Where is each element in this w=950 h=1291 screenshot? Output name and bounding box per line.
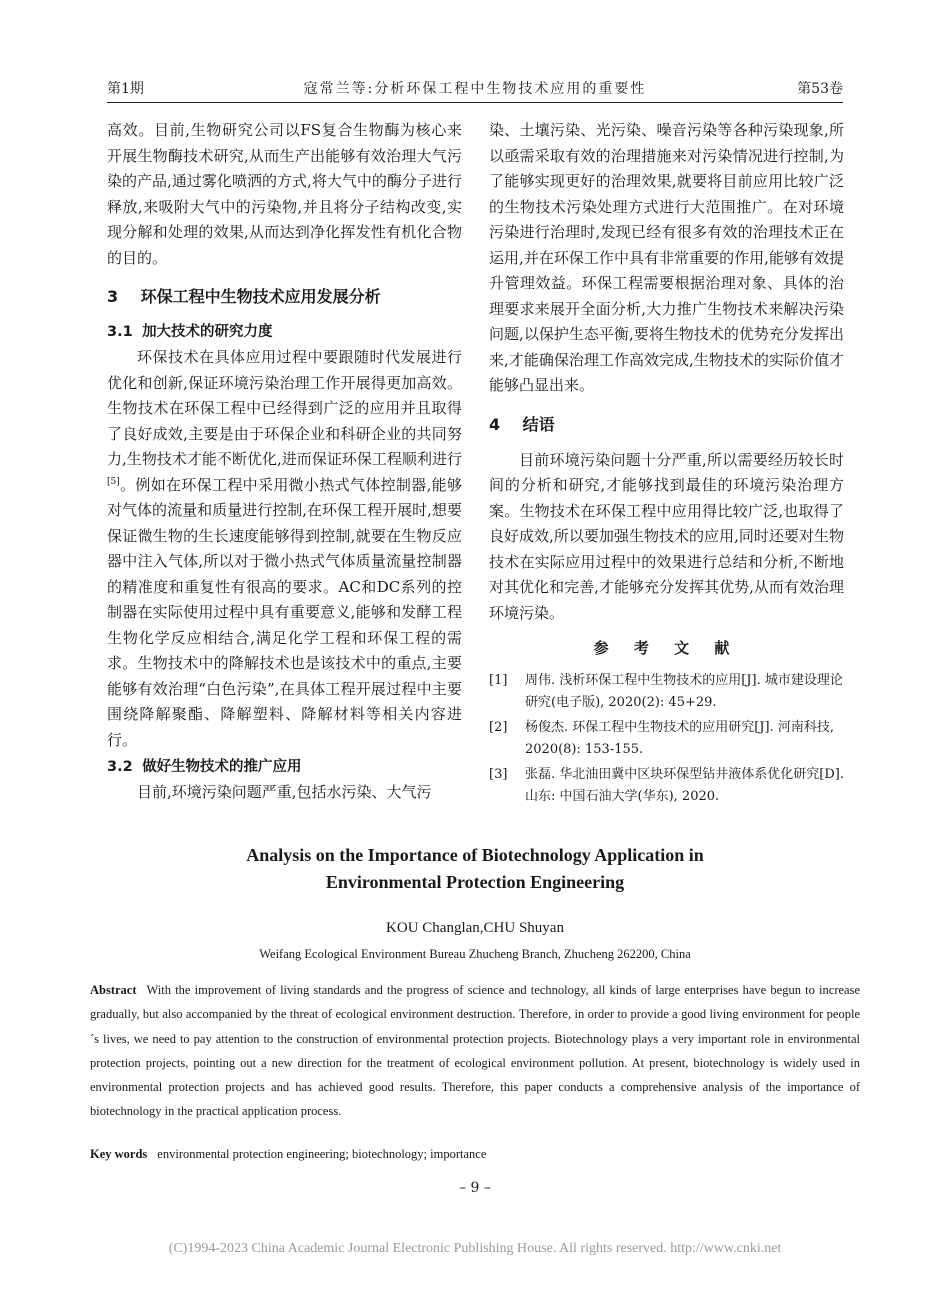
english-keywords — [90, 1147, 860, 1162]
keywords-text: environmental protection engineering; biotechnology; importance — [157, 1147, 487, 1161]
conclusion-paragraph: 目前环境污染问题十分严重,所以需要经历较长时间的分析和研究,才能够找到最佳的环境污染治理方案。生物技术在环保工程中应用得比较广泛,也取得了良好成效,所以要加强生物技术的应用,同时还要对生物技术在实际应用过程中的效果进行总结和分析,不断地对其优化和完善,才能够充分发挥其优势,从而有效治理环境污染。 — [489, 450, 844, 622]
header-rule — [107, 102, 843, 103]
section-4-title: 结语 — [522, 414, 555, 434]
english-abstract — [90, 978, 860, 1124]
reference-number: [2] — [489, 719, 508, 735]
english-authors: KOU Changlan,CHU Shuyan — [386, 920, 564, 936]
section-3-1-heading — [107, 320, 462, 345]
references-title: 参 考 文 献 — [593, 639, 740, 657]
english-title — [90, 842, 860, 896]
reference-number: [3] — [489, 766, 508, 782]
english-title-line-1: Analysis on the Importance of Biotechnology Application in — [246, 845, 704, 865]
reference-number: [1] — [489, 672, 508, 688]
reference-text: 周伟. 浅析环保工程中生物技术的应用[J]. 城市建设理论研究(电子版), 2020(2): 45+29. — [525, 672, 843, 710]
section-4-heading — [489, 412, 844, 438]
section-3-1-title: 加大技术的研究力度 — [142, 324, 273, 340]
intro-paragraph: 高效。目前,生物研究公司以FS复合生物酶为核心来开展生物酶技术研究,从而生产出能够有效治理大气污染的产品,通过雾化喷洒的方式,将大气中的酶分子进行释放,来吸附大气中的污染物,并且将分子结构改变,实现分解和处理的效果,从而达到净化挥发性有机化合物的目的。 — [107, 121, 462, 267]
running-title: 寇常兰等:分析环保工程中生物技术应用的重要性 — [303, 81, 647, 97]
reference-item — [489, 764, 844, 808]
section-3-2-paragraph-start: 目前,环境污染问题严重,包括水污染、大气污 — [137, 783, 432, 801]
english-title-line-2: Environmental Protection Engineering — [325, 872, 625, 892]
section-3-2-number: 3.2 — [107, 759, 133, 775]
reference-text: 杨俊杰. 环保工程中生物技术的应用研究[J]. 河南科技, 2020(8): 153-155. — [525, 719, 835, 757]
reference-text: 张磊. 华北油田冀中区块环保型钻井液体系优化研究[D]. 山东: 中国石油大学(华东), 2020. — [525, 766, 844, 804]
section-3-1-text-a: 环保技术在具体应用过程中要跟随时代发展进行优化和创新,保证环境污染治理工作开展得更加高效。生物技术在环保工程中已经得到广泛的应用并且取得了良好成效,主要是由于环保企业和科研企业的共同努力,生物技术才能不断优化,进而保证环保工程顺利进行 — [107, 348, 462, 468]
abstract-label: Abstract — [90, 983, 137, 997]
section-3-2-paragraph-cont: 染、土壤污染、光污染、噪音污染等各种污染现象,所以亟需采取有效的治理措施来对污染情况进行控制,为了能够实现更好的治理效果,就要将目前应用比较广泛的生物技术污染处理方式进行大范围推广。在对环境污染进行治理时,发现已经有很多有效的治理技术正在运用,并在环保工作中具有非常重要的作用,能够有效提升管理效益。环保工程需要根据治理对象、具体的治理要求来展开全面分析,大力推广生物技术来解决污染问题,以保护生态平衡,要将生物技术的优势充分发挥出来,才能确保治理工作高效完成,生物技术的实际价值才能够凸显出来。 — [489, 121, 844, 394]
section-3-heading — [107, 284, 462, 310]
section-3-2-heading — [107, 755, 462, 780]
volume-label: 第53卷 — [797, 81, 843, 97]
section-3-1-text-b: 。例如在环保工程中采用微小热式气体控制器,能够对气体的流量和质量进行控制,在环保工程开展时,想要保证微生物的生长速度能够得到控制,就要在生物反应器中注入气体,所以对于微小热式气体质量流量控制器的精准度和重复性有很高的要求。AC和DC系列的控制器在实际使用过程中具有重要意义,能够和发酵工程生物化学反应相结合,满足化学工程和环保工程的需求。生物技术中的降解技术也是该技术中的重点,主要能够有效治理“白色污染”,在具体工程开展过程中主要围绕降解聚酯、降解塑料、降解材料等相关内容进行。 — [107, 475, 462, 749]
reference-item — [489, 670, 844, 714]
right-column — [489, 118, 844, 811]
copyright-footer: (C)1994-2023 China Academic Journal Electronic Publishing House. All rights reserved. http://www.cnki.net — [168, 1241, 782, 1256]
section-3-title: 环保工程中生物技术应用发展分析 — [140, 287, 381, 306]
page-number: – 9 – — [459, 1180, 491, 1196]
running-header — [107, 72, 843, 100]
reference-list — [489, 670, 844, 808]
left-column — [107, 118, 462, 806]
abstract-text: With the improvement of living standards and the progress of science and technology, all kinds of large enterprises have begun to increase gradually, but also accompanied by the threat of ecological environment destruction. Therefore, in order to provide a good living environment for people´s lives, we need to pay attention to the construction of environmental protection projects. Biotechnology plays a very important role in environmental protection projects, pointing out a new direction for the treatment of ecological environment pollution. At present, biotechnology is widely used in environmental protection projects and has achieved good results. Therefore, this paper conducts a comprehensive analysis of the importance of biotechnology in the practical application process. — [90, 983, 860, 1119]
section-3-2-title: 做好生物技术的推广应用 — [142, 759, 302, 775]
section-3-1-number: 3.1 — [107, 324, 133, 340]
keywords-label: Key words — [90, 1147, 148, 1161]
section-3-1-paragraph — [107, 345, 462, 753]
reference-item — [489, 717, 844, 761]
citation-5: [5] — [107, 476, 120, 487]
issue-label: 第1期 — [107, 81, 144, 97]
section-4-number: 4 — [489, 414, 501, 434]
section-3-number: 3 — [107, 287, 119, 306]
english-affiliation: Weifang Ecological Environment Bureau Zhucheng Branch, Zhucheng 262200, China — [259, 947, 691, 961]
